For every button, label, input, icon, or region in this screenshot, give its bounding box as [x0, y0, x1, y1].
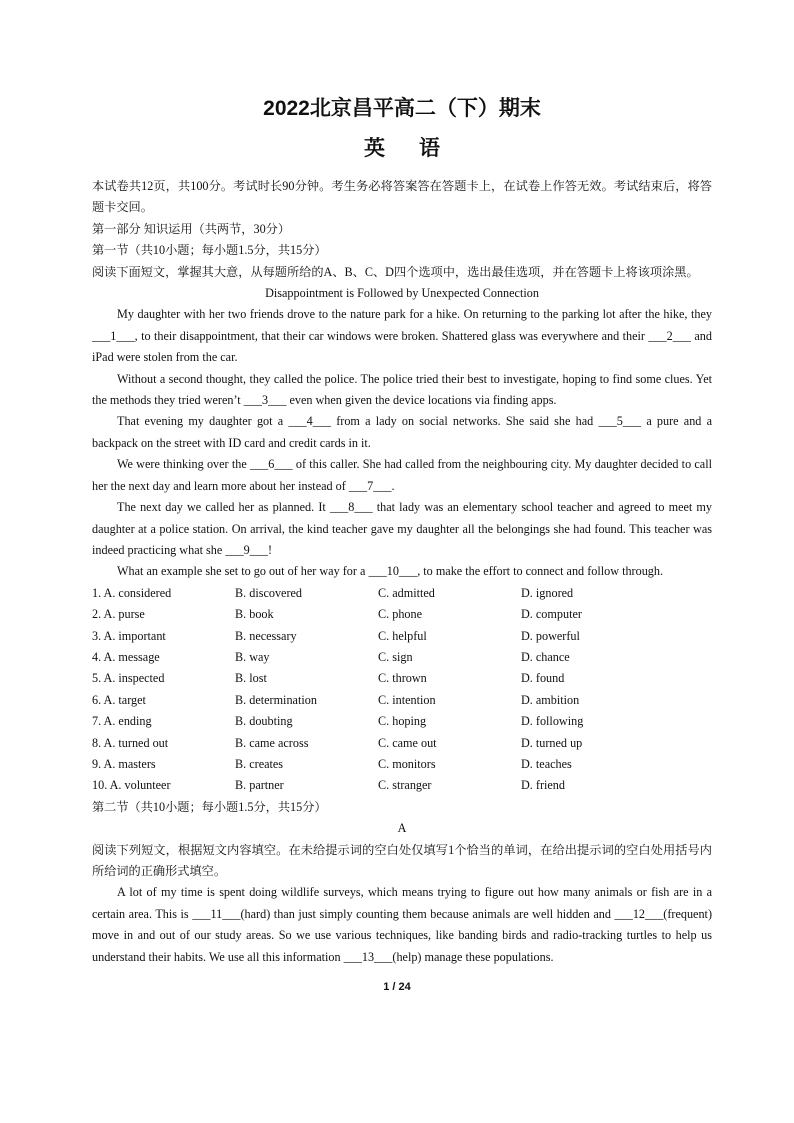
option-cell: C. intention: [378, 692, 436, 707]
option-row: [92, 754, 712, 775]
option-cell: D. ignored: [521, 585, 574, 600]
option-row: [92, 733, 712, 754]
text: a pure and a backpack on the street with ID card and credit cards in it.: [92, 414, 713, 450]
option-cell: B. doubting: [235, 714, 293, 729]
blank-7: ___7___: [348, 478, 392, 493]
text: Without a second thought, they called the police. The police tried their best to investigate, hoping to find some clues. Yet the methods they tried weren’t: [92, 371, 712, 408]
blank-4: ___4___: [288, 414, 331, 429]
text: of this caller. She had called from the neighbouring city. My daughter decided to call her the next day and learn more about her instead of: [92, 457, 712, 493]
option-cell: D. computer: [521, 607, 582, 622]
passage-paragraph-3: [92, 411, 712, 454]
text: even when given the device locations via finding apps.: [286, 393, 557, 408]
option-cell: C. came out: [378, 735, 437, 750]
text: from a lady on social networks. She said she had: [331, 414, 599, 429]
option-cell: 4. A. message: [92, 649, 160, 664]
text: and iPad were stolen from the car.: [92, 328, 712, 365]
blank-6: ___6___: [249, 457, 293, 472]
option-cell: B. came across: [235, 735, 309, 750]
text: .: [391, 478, 395, 493]
option-cell: C. helpful: [378, 628, 427, 643]
blank-9: ___9___: [225, 542, 268, 557]
text: My daughter with her two friends drove to the nature park for a hike. On returning to the parking lot after the hike, they: [117, 307, 712, 322]
document-page: [92, 96, 712, 968]
option-row: [92, 583, 712, 604]
blank-10: ___10___: [368, 564, 418, 579]
text: that lady was an elementary school teacher and agreed to meet my daughter at a police station. On arrival, the kind teacher gave my daughter all the belongings she had found. This teacher was indeed practicing what she: [92, 500, 712, 557]
text: (frequent) move in and out of our study areas. So we use various techniques, like banding birds and radio-tracking turtles to help us understand their habits. We use all this information: [92, 906, 713, 964]
text: !: [268, 542, 273, 557]
option-cell: C. phone: [378, 607, 423, 622]
passage-title: Disappointment is Followed by Unexpected Connection: [265, 286, 539, 301]
text: (help) manage these populations.: [392, 949, 554, 964]
option-row: [92, 647, 712, 668]
option-cell: D. powerful: [521, 628, 580, 643]
option-cell: 3. A. important: [92, 628, 166, 643]
page-number: 1 / 24: [383, 981, 411, 993]
text: , to make the effort to connect and follow through.: [417, 564, 664, 579]
option-cell: B. creates: [235, 756, 284, 771]
text: A lot of my time is spent doing wildlife surveys, which means trying to figure out how many animals or fish are in a certain area. This is: [92, 885, 712, 921]
option-row: [92, 604, 712, 625]
option-cell: 10. A. volunteer: [92, 778, 171, 793]
passage-paragraph-5: [92, 497, 712, 561]
option-cell: 1. A. considered: [92, 585, 172, 600]
option-cell: B. determination: [235, 692, 317, 707]
blank-11: ___11___: [192, 906, 241, 921]
text: , to their disappointment, that their car windows were broken. Shattered glass was everywhere and their: [134, 328, 649, 343]
option-cell: 5. A. inspected: [92, 671, 165, 686]
options-table: [92, 583, 712, 797]
option-row: [92, 626, 712, 647]
option-cell: 9. A. masters: [92, 756, 156, 771]
option-cell: C. stranger: [378, 778, 432, 793]
option-cell: 6. A. target: [92, 692, 146, 707]
text: The next day we called her as planned. It: [117, 500, 330, 515]
option-cell: C. thrown: [378, 671, 427, 686]
blank-5: ___5___: [598, 414, 642, 429]
passage-paragraph-6: [92, 561, 712, 582]
option-cell: B. lost: [235, 671, 267, 686]
option-cell: B. necessary: [235, 628, 297, 643]
passage-label: A: [397, 821, 407, 836]
option-cell: B. way: [235, 649, 270, 664]
option-cell: B. discovered: [235, 585, 303, 600]
option-cell: 8. A. turned out: [92, 735, 169, 750]
exam-title: 2022北京昌平高二（下）期末: [263, 97, 541, 120]
passage-a-paragraph-1: [92, 882, 712, 968]
text: What an example she set to go out of her way for a: [117, 564, 369, 579]
option-row: [92, 775, 712, 796]
blank-13: ___13___: [343, 949, 393, 964]
option-cell: B. book: [235, 607, 274, 622]
blank-2: ___2___: [648, 328, 691, 343]
option-cell: D. friend: [521, 778, 565, 793]
passage-paragraph-4: [92, 454, 712, 497]
part1-heading: 第一部分 知识运用（共两节，30分）: [92, 221, 291, 236]
option-cell: D. following: [521, 714, 584, 729]
section1-heading: 第一节（共10小题；每小题1.5分，共15分）: [92, 243, 327, 258]
option-cell: D. ambition: [521, 692, 580, 707]
option-cell: 2. A. purse: [92, 607, 145, 622]
option-cell: D. turned up: [521, 735, 583, 750]
option-cell: D. teaches: [521, 756, 572, 771]
option-cell: 7. A. ending: [92, 714, 152, 729]
option-row: [92, 690, 712, 711]
option-cell: D. chance: [521, 649, 570, 664]
text: We were thinking over the: [117, 457, 250, 472]
option-cell: B. partner: [235, 778, 284, 793]
blank-1: ___1___: [92, 328, 135, 343]
passage-paragraph-2: [92, 369, 712, 412]
exam-instructions: 本试卷共12页，共100分。考试时长90分钟。考生务必将答案答在答题卡上，在试卷上作答无效。考试结束后，将答题卡交回。: [92, 179, 712, 215]
text: That evening my daughter got a: [117, 414, 289, 429]
option-row: [92, 668, 712, 689]
section1-directions: 阅读下面短文，掌握其大意，从每题所给的A、B、C、D四个选项中，选出最佳选项，并在答题卡上将该项涂黑。: [92, 264, 699, 279]
option-cell: C. monitors: [378, 756, 436, 771]
option-cell: C. hoping: [378, 714, 427, 729]
option-cell: D. found: [521, 671, 565, 686]
text: (hard) than just simply counting them because animals are well hidden and: [240, 906, 615, 921]
blank-3: ___3___: [243, 393, 287, 408]
blank-12: ___12___: [614, 906, 664, 921]
subject-title: 英语: [364, 137, 474, 160]
section2-heading: 第二节（共10小题；每小题1.5分，共15分）: [92, 799, 327, 814]
option-row: [92, 711, 712, 732]
option-cell: C. admitted: [378, 585, 435, 600]
passage-paragraph-1: [92, 304, 712, 368]
section2-directions: 阅读下列短文，根据短文内容填空。在未给提示词的空白处仅填写1个恰当的单词，在给出提示词的空白处用括号内所给词的正确形式填空。: [92, 842, 712, 878]
option-cell: C. sign: [378, 649, 413, 664]
blank-8: ___8___: [329, 500, 373, 515]
